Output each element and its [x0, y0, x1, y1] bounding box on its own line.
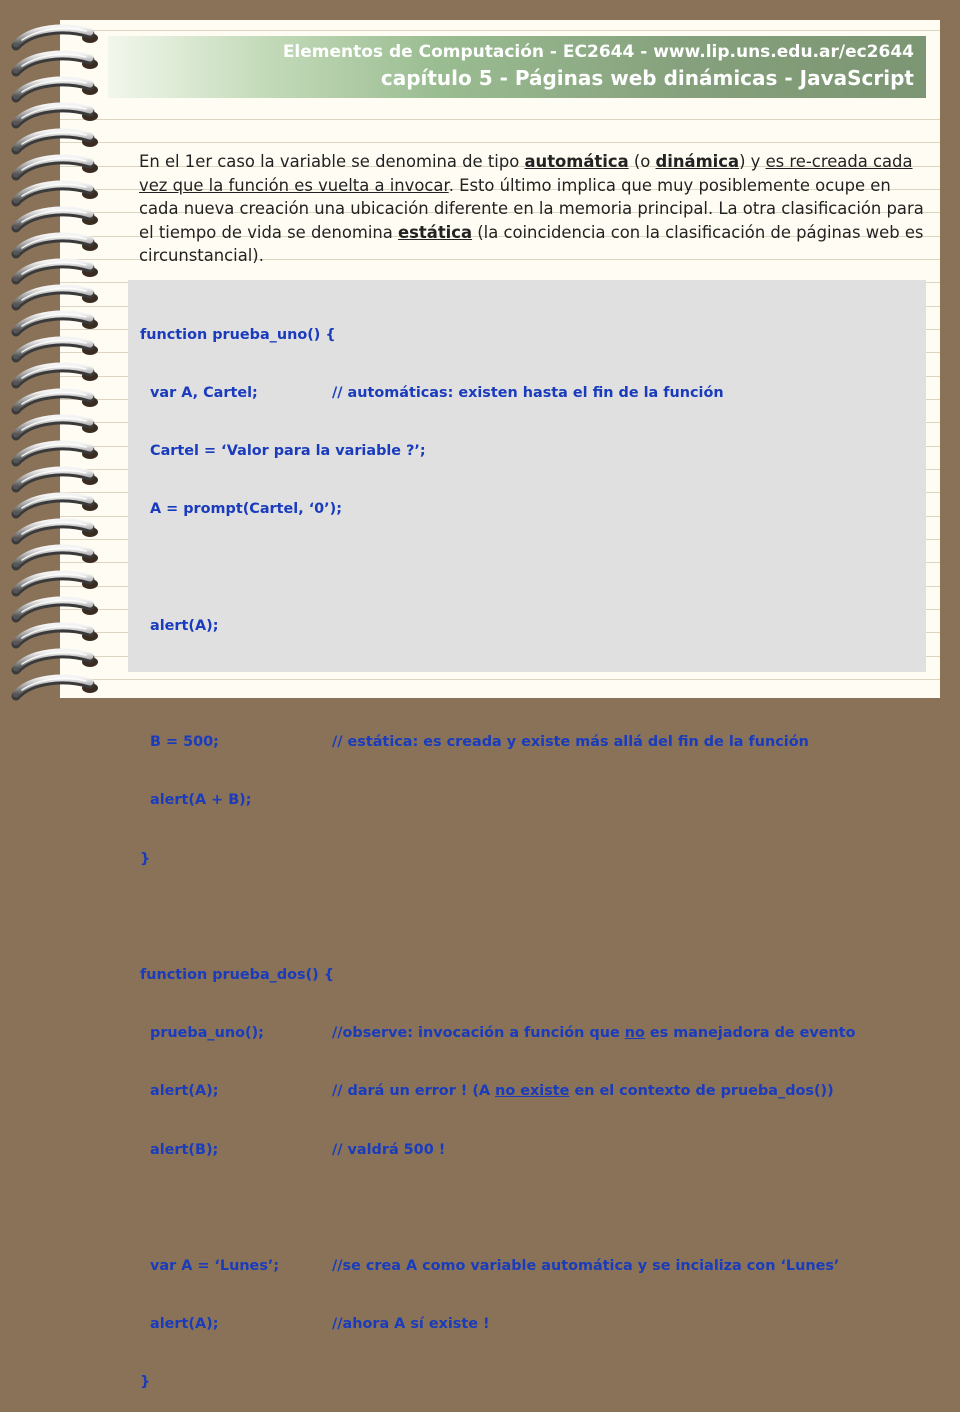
paragraph-text: . Esto último implica que muy posiblemente ocupe en cada nueva creación una ubicación diferente en la memoria principal. La otra clasificación para el tiempo de vida se denomina [139, 175, 924, 242]
ruled-line [60, 142, 940, 143]
ruled-line [60, 119, 940, 120]
code-line: A = prompt(Cartel, ‘0’); [140, 501, 342, 518]
code-block [140, 287, 856, 1412]
binding-ring [16, 288, 98, 306]
binding-ring [16, 132, 98, 150]
binding-ring [16, 522, 98, 540]
binding-ring [16, 54, 98, 72]
paragraph-text: ) y [739, 152, 766, 171]
code-comment: //ahora A sí existe ! [332, 1316, 490, 1333]
binding-ring [16, 340, 98, 358]
slide-header [108, 36, 926, 98]
code-line-blank [140, 908, 426, 927]
code-comment [332, 1082, 834, 1101]
code-statement: prueba_uno(); [140, 1025, 264, 1042]
code-line: alert(A + B); [140, 792, 252, 809]
binding-ring [16, 600, 98, 618]
binding-ring [16, 678, 98, 696]
code-line [140, 1082, 834, 1101]
paragraph-text: (o [628, 152, 656, 171]
binding-ring [16, 496, 98, 514]
spiral-binding [0, 0, 120, 720]
code-line: } [140, 1374, 151, 1391]
code-line-blank [140, 559, 426, 578]
code-line [140, 1315, 490, 1334]
course-title: Elementos de Computación - EC2644 - www.lip.uns.edu.ar/ec2644 [282, 42, 914, 62]
binding-ring [16, 418, 98, 436]
binding-ring [16, 626, 98, 644]
comment-text: //observe: invocación a función que [332, 1025, 625, 1042]
comment-text: es manejadora de evento [644, 1025, 856, 1042]
code-line [140, 733, 809, 752]
code-statement: alert(A); [140, 1316, 219, 1333]
term-dinamica: dinámica [655, 152, 740, 171]
binding-ring [16, 80, 98, 98]
code-comment: // valdrá 500 ! [332, 1141, 446, 1158]
term-estatica: estática [398, 222, 473, 242]
code-line [140, 1257, 840, 1276]
code-line: alert(A); [140, 617, 219, 634]
comment-text: en el contexto de prueba_dos()) [569, 1083, 834, 1100]
binding-ring [16, 392, 98, 410]
code-line-blank [140, 675, 426, 694]
binding-ring [16, 574, 98, 592]
binding-ring [16, 28, 98, 46]
comment-text: // dará un error ! (A [332, 1083, 496, 1100]
code-line [140, 384, 724, 403]
binding-ring [16, 106, 98, 124]
code-line-blank [140, 1199, 426, 1218]
comment-underlined: no [624, 1025, 645, 1042]
code-comment [332, 1024, 856, 1043]
explanation-paragraph [139, 150, 929, 268]
binding-ring [16, 652, 98, 670]
code-line: function prueba_dos() { [140, 967, 335, 984]
binding-ring [16, 236, 98, 254]
binding-ring [16, 444, 98, 462]
code-statement: B = 500; [140, 734, 219, 751]
binding-ring [16, 314, 98, 332]
binding-ring [16, 184, 98, 202]
code-line: function prueba_uno() { [140, 326, 336, 343]
term-automatica: automática [524, 152, 629, 171]
code-comment: // automáticas: existen hasta el fin de la función [332, 385, 724, 402]
paragraph-text: En el 1er caso la variable se denomina de tipo [139, 152, 525, 171]
binding-ring [16, 366, 98, 384]
code-line [140, 1141, 446, 1160]
code-line: Cartel = ‘Valor para la variable ?’; [140, 443, 426, 460]
code-comment: //se crea A como variable automática y se incializa con ‘Lunes’ [332, 1258, 840, 1275]
code-line: } [140, 850, 151, 867]
code-statement: var A, Cartel; [140, 385, 258, 402]
code-statement: alert(B); [140, 1141, 219, 1158]
binding-ring [16, 470, 98, 488]
code-comment: // estática: es creada y existe más allá del fin de la función [332, 734, 809, 751]
underlined-phrase: es re-creada cada vez que la función es vuelta a invocar [139, 152, 913, 195]
binding-ring [16, 158, 98, 176]
binding-ring [16, 262, 98, 280]
binding-ring [16, 548, 98, 566]
paragraph-text: (la coincidencia con la clasificación de páginas web es circunstancial). [139, 222, 924, 265]
code-statement: alert(A); [140, 1083, 219, 1100]
ruled-line [60, 30, 940, 31]
chapter-title: capítulo 5 - Páginas web dinámicas - JavaScript [380, 66, 914, 90]
comment-underlined: no existe [495, 1083, 570, 1100]
code-statement: var A = ‘Lunes’; [140, 1258, 280, 1275]
binding-ring [16, 210, 98, 228]
code-line [140, 1024, 856, 1043]
